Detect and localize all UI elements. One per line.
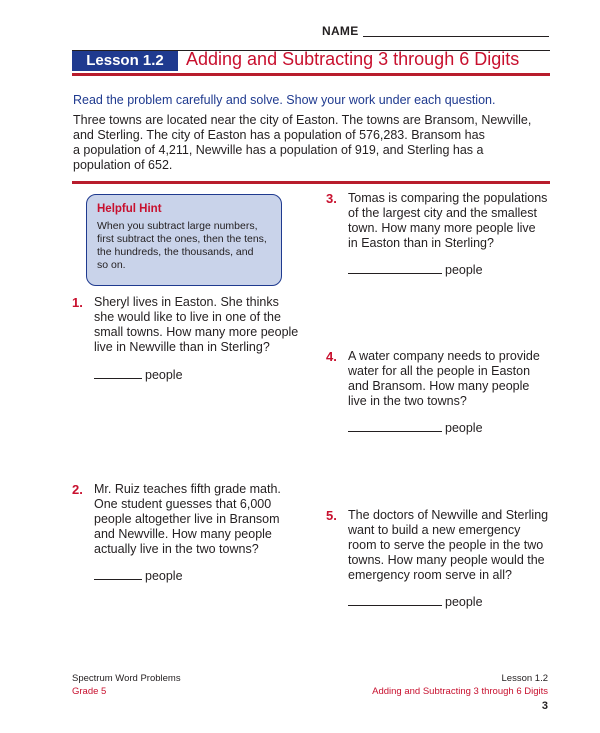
question-5 bbox=[326, 508, 556, 583]
question-line: of the largest city and the smallest bbox=[348, 206, 537, 220]
question-1 bbox=[72, 295, 302, 355]
answer-4 bbox=[348, 421, 483, 435]
question-3 bbox=[326, 191, 556, 251]
hint-line: the hundreds, the thousands, and bbox=[97, 246, 254, 258]
intro-paragraph bbox=[73, 113, 553, 173]
question-text bbox=[94, 482, 302, 557]
answer-3 bbox=[348, 263, 483, 277]
question-line: live in the two towns? bbox=[348, 394, 467, 408]
answer-unit: people bbox=[445, 421, 483, 435]
question-text bbox=[94, 295, 302, 355]
answer-blank[interactable] bbox=[348, 605, 442, 606]
footer-book-title: Spectrum Word Problems bbox=[72, 673, 181, 684]
question-line: emergency room serve in all? bbox=[348, 568, 512, 582]
hint-title: Helpful Hint bbox=[97, 203, 162, 215]
title-underline bbox=[72, 73, 550, 76]
question-line: small towns. How many more people bbox=[94, 325, 299, 339]
question-line: towns. How many people would the bbox=[348, 553, 545, 567]
answer-blank[interactable] bbox=[348, 273, 442, 274]
question-line: she would like to live in one of the bbox=[94, 310, 281, 324]
question-number: 2. bbox=[72, 482, 83, 497]
answer-blank[interactable] bbox=[94, 579, 142, 580]
question-line: water for all the people in Easton bbox=[348, 364, 531, 378]
question-line: actually live in the two towns? bbox=[94, 542, 259, 556]
question-line: people altogether live in Bransom bbox=[94, 512, 280, 526]
question-line: Mr. Ruiz teaches fifth grade math. bbox=[94, 482, 281, 496]
question-line: Tomas is comparing the populations bbox=[348, 191, 548, 205]
question-line: want to build a new emergency bbox=[348, 523, 521, 537]
question-number: 1. bbox=[72, 295, 83, 310]
answer-blank[interactable] bbox=[94, 378, 142, 379]
hint-text bbox=[97, 220, 271, 272]
answer-2 bbox=[94, 569, 183, 583]
question-4 bbox=[326, 349, 556, 409]
question-line: town. How many more people live bbox=[348, 221, 536, 235]
footer-grade: Grade 5 bbox=[72, 686, 107, 697]
question-line: in Easton than in Sterling? bbox=[348, 236, 494, 250]
answer-unit: people bbox=[145, 569, 183, 583]
intro-line: population of 652. bbox=[73, 158, 173, 172]
footer-lesson-title: Adding and Subtracting 3 through 6 Digits bbox=[372, 686, 548, 697]
hint-line: When you subtract large numbers, bbox=[97, 220, 258, 232]
question-text bbox=[348, 191, 556, 251]
question-number: 5. bbox=[326, 508, 337, 523]
name-label: NAME bbox=[322, 24, 359, 38]
question-line: live in Newville than in Sterling? bbox=[94, 340, 270, 354]
intro-line: Three towns are located near the city of Easton. The towns are Bransom, Newville, bbox=[73, 113, 532, 127]
hint-line: first subtract the ones, then the tens, bbox=[97, 233, 267, 245]
answer-unit: people bbox=[145, 368, 183, 382]
section-divider bbox=[72, 181, 550, 184]
page-number: 3 bbox=[541, 700, 548, 712]
question-line: One student guesses that 6,000 bbox=[94, 497, 272, 511]
question-text bbox=[348, 349, 556, 409]
question-line: and Newville. How many people bbox=[94, 527, 272, 541]
name-blank-line[interactable] bbox=[363, 36, 549, 37]
helpful-hint-box bbox=[86, 194, 282, 286]
answer-5 bbox=[348, 595, 483, 609]
answer-unit: people bbox=[445, 595, 483, 609]
hint-line: so on. bbox=[97, 259, 126, 271]
footer-lesson: Lesson 1.2 bbox=[501, 673, 548, 684]
lesson-title: Adding and Subtracting 3 through 6 Digits bbox=[186, 49, 520, 69]
instructions: Read the problem carefully and solve. Show your work under each question. bbox=[73, 93, 496, 107]
question-line: A water company needs to provide bbox=[348, 349, 540, 363]
answer-blank[interactable] bbox=[348, 431, 442, 432]
question-line: room to serve the people in the two bbox=[348, 538, 544, 552]
question-line: Sheryl lives in Easton. She thinks bbox=[94, 295, 279, 309]
question-2 bbox=[72, 482, 302, 557]
question-line: and Bransom. How many people bbox=[348, 379, 530, 393]
answer-1 bbox=[94, 368, 183, 382]
intro-line: a population of 4,211, Newville has a population of 919, and Sterling has a bbox=[73, 143, 484, 157]
question-text bbox=[348, 508, 556, 583]
question-number: 4. bbox=[326, 349, 337, 364]
question-number: 3. bbox=[326, 191, 337, 206]
question-line: The doctors of Newville and Sterling bbox=[348, 508, 549, 522]
intro-line: and Sterling. The city of Easton has a population of 576,283. Bransom has bbox=[73, 128, 485, 142]
lesson-badge: Lesson 1.2 bbox=[72, 51, 178, 71]
answer-unit: people bbox=[445, 263, 483, 277]
